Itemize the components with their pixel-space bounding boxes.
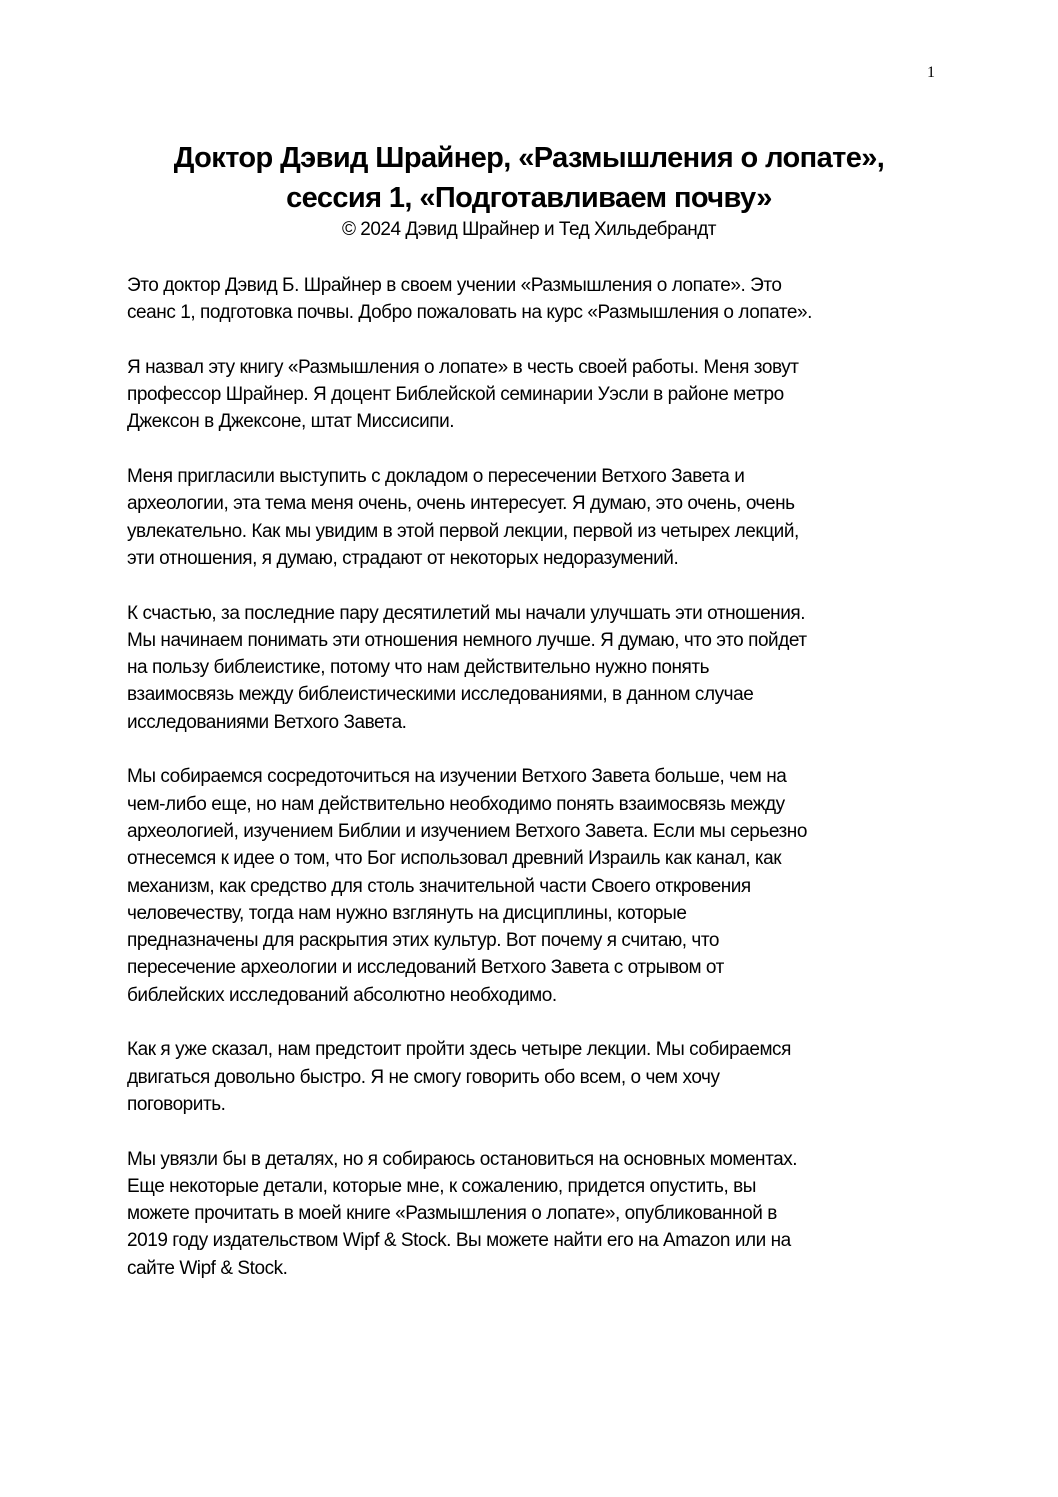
- paragraph-line: сеанс 1, подготовка почвы. Добро пожаловать на курс «Размышления о лопате».: [127, 302, 812, 324]
- paragraph-line: профессор Шрайнер. Я доцент Библейской семинарии Уэсли в районе метро: [127, 384, 784, 406]
- paragraph: [127, 1146, 947, 1282]
- document-body: [127, 272, 947, 1309]
- paragraph-line: Я назвал эту книгу «Размышления о лопате» в честь своей работы. Меня зовут: [127, 356, 799, 378]
- paragraph-line: Джексон в Джексоне, штат Миссисипи.: [127, 411, 455, 433]
- paragraph-line: К счастью, за последние пару десятилетий мы начали улучшать эти отношения.: [127, 602, 806, 624]
- paragraph: [127, 1036, 947, 1118]
- paragraph-line: Как я уже сказал, нам предстоит пройти здесь четыре лекции. Мы собираемся: [127, 1039, 791, 1061]
- paragraph-line: исследованиями Ветхого Завета.: [127, 711, 407, 733]
- paragraph-line: Меня пригласили выступить с докладом о пересечении Ветхого Завета и: [127, 466, 745, 488]
- paragraph-line: археологией, изучением Библии и изучением Ветхого Завета. Если мы серьезно: [127, 820, 807, 842]
- paragraph-line: механизм, как средство для столь значительной части Своего откровения: [127, 875, 751, 897]
- document-title: [0, 138, 1058, 218]
- copyright-line: © 2024 Дэвид Шрайнер и Тед Хильдебрандт: [342, 219, 716, 240]
- paragraph-line: чем-либо еще, но нам действительно необходимо понять взаимосвязь между: [127, 793, 785, 815]
- paragraph: [127, 272, 947, 327]
- paragraph-line: Это доктор Дэвид Б. Шрайнер в своем учении «Размышления о лопате». Это: [127, 275, 782, 296]
- paragraph-line: археологии, эта тема меня очень, очень интересует. Я думаю, это очень, очень: [127, 493, 795, 515]
- paragraph-line: Мы увязли бы в деталях, но я собираюсь остановиться на основных моментах.: [127, 1148, 798, 1170]
- paragraph: [127, 463, 947, 572]
- title-line: Доктор Дэвид Шрайнер, «Размышления о лопате»,: [173, 142, 885, 174]
- paragraph-line: пересечение археологии и исследований Ветхого Завета с отрывом от: [127, 957, 724, 979]
- paragraph-line: поговорить.: [127, 1093, 226, 1115]
- paragraph-line: сайте Wipf & Stock.: [127, 1257, 288, 1279]
- paragraph-line: взаимосвязь между библеистическими исследованиями, в данном случае: [127, 684, 754, 706]
- paragraph: [127, 763, 947, 1009]
- paragraph-line: человечеству, тогда нам нужно взглянуть на дисциплины, которые: [127, 902, 687, 924]
- paragraph: [127, 354, 947, 436]
- paragraph-line: Мы собираемся сосредоточиться на изучении Ветхого Завета больше, чем на: [127, 766, 787, 788]
- title-line: сессия 1, «Подготавливаем почву»: [286, 182, 772, 214]
- paragraph-line: можете прочитать в моей книге «Размышления о лопате», опубликованной в: [127, 1203, 777, 1225]
- paragraph-line: эти отношения, я думаю, страдают от некоторых недоразумений.: [127, 547, 679, 569]
- paragraph-line: двигаться довольно быстро. Я не смогу говорить обо всем, о чем хочу: [127, 1066, 720, 1088]
- paragraph-line: предназначены для раскрытия этих культур. Вот почему я считаю, что: [127, 930, 720, 952]
- paragraph: [127, 600, 947, 736]
- paragraph-line: на пользу библеистике, потому что нам действительно нужно понять: [127, 657, 710, 679]
- paragraph-line: Еще некоторые детали, которые мне, к сожалению, придется опустить, вы: [127, 1175, 756, 1197]
- page-number: 1: [927, 64, 935, 81]
- paragraph-line: 2019 году издательством Wipf & Stock. Вы можете найти его на Amazon или на: [127, 1230, 791, 1252]
- paragraph-line: увлекательно. Как мы увидим в этой первой лекции, первой из четырех лекций,: [127, 520, 799, 542]
- paragraph-line: отнесемся к идее о том, что Бог использовал древний Израиль как канал, как: [127, 848, 782, 870]
- paragraph-line: Мы начинаем понимать эти отношения немного лучше. Я думаю, что это пойдет: [127, 629, 807, 651]
- paragraph-line: библейских исследований абсолютно необходимо.: [127, 984, 557, 1006]
